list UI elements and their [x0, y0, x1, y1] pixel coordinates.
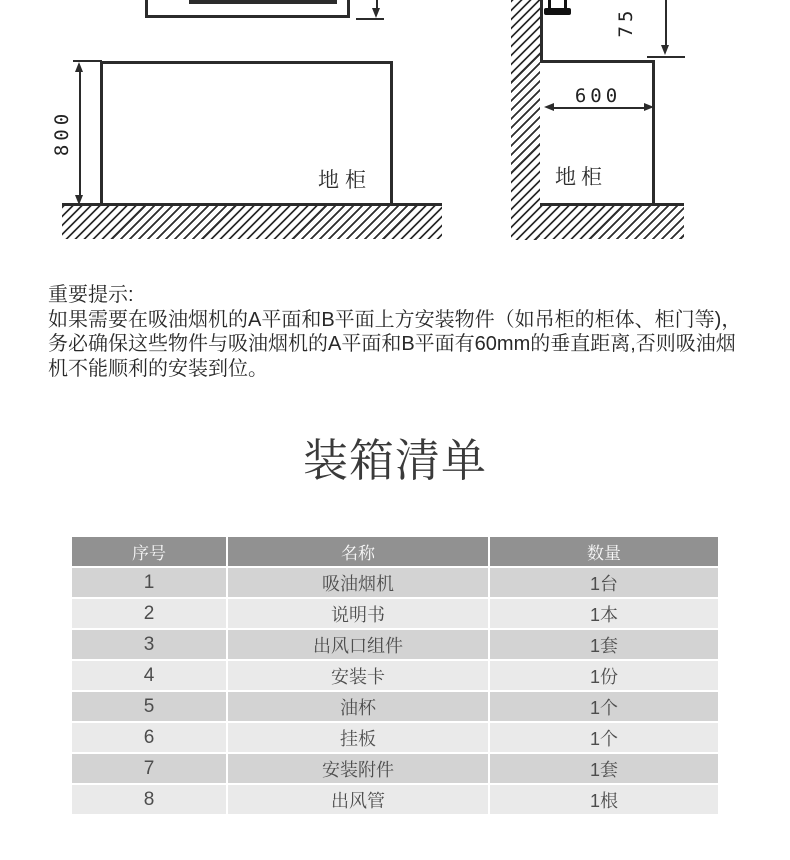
table-cell-name: 说明书 — [228, 599, 488, 628]
notice-title: 重要提示: — [48, 284, 134, 306]
dim-clearance-arrowhead — [372, 8, 380, 18]
table-cell-no: 6 — [72, 723, 226, 752]
table-cell-qty: 1份 — [490, 661, 718, 690]
table-cell-qty: 1套 — [490, 754, 718, 783]
table-cell-name: 吸油烟机 — [228, 568, 488, 597]
table-cell-name: 安装卡 — [228, 661, 488, 690]
table-cell-no: 7 — [72, 754, 226, 783]
left-ground-hatch — [62, 203, 442, 239]
table-header-qty: 数量 — [490, 537, 718, 566]
dim-800-label: 800 — [51, 109, 73, 157]
table-cell-no: 2 — [72, 599, 226, 628]
table-cell-no: 8 — [72, 785, 226, 814]
notice-line-1: 如果需要在吸油烟机的A平面和B平面上方安装物件（如吊柜的柜体、柜门等)， — [48, 308, 742, 331]
table-cell-no: 5 — [72, 692, 226, 721]
table-header-no: 序号 — [72, 537, 226, 566]
dim-800-line — [79, 68, 81, 200]
wall-bracket-ledge — [544, 8, 571, 15]
hood-inner-edge — [189, 0, 337, 4]
notice-line-3: 机不能顺利的安装到位。 — [48, 357, 268, 380]
table-cell-name: 出风口组件 — [228, 630, 488, 659]
dim-75-label: 75 — [615, 6, 637, 38]
table-cell-no: 4 — [72, 661, 226, 690]
dim-800-arrowhead-top — [75, 62, 83, 72]
table-cell-name: 挂板 — [228, 723, 488, 752]
table-cell-no: 3 — [72, 630, 226, 659]
dim-clearance-tick — [356, 18, 384, 20]
table-cell-name: 出风管 — [228, 785, 488, 814]
left-cabinet-label: 地柜 — [318, 169, 372, 192]
notice-line-2: 务必确保这些物件与吸油烟机的A平面和B平面有60mm的垂直距离,否则吸油烟 — [48, 333, 736, 355]
dim-75-arrowhead — [661, 45, 669, 55]
right-ground-hatch — [540, 203, 684, 239]
dim-75-tick — [647, 56, 685, 58]
table-cell-name: 安装附件 — [228, 754, 488, 783]
dim-600-arrowhead-right — [644, 103, 654, 111]
table-cell-name: 油杯 — [228, 692, 488, 721]
table-cell-qty: 1个 — [490, 723, 718, 752]
table-cell-qty: 1本 — [490, 599, 718, 628]
dim-600-arrowhead-left — [544, 103, 554, 111]
important-notice — [48, 283, 768, 381]
table-header-name: 名称 — [228, 537, 488, 566]
installation-diagrams — [0, 0, 790, 262]
right-cabinet-label: 地柜 — [555, 166, 607, 189]
packing-list-table — [72, 537, 718, 814]
dim-600-line — [552, 107, 646, 109]
dim-75-line — [665, 0, 667, 46]
table-cell-qty: 1台 — [490, 568, 718, 597]
packing-list-title: 装箱清单 — [302, 435, 487, 486]
dim-600-label: 600 — [574, 85, 622, 107]
table-cell-qty: 1根 — [490, 785, 718, 814]
wall-hatch — [511, 0, 543, 240]
table-cell-qty: 1个 — [490, 692, 718, 721]
table-cell-qty: 1套 — [490, 630, 718, 659]
table-cell-no: 1 — [72, 568, 226, 597]
